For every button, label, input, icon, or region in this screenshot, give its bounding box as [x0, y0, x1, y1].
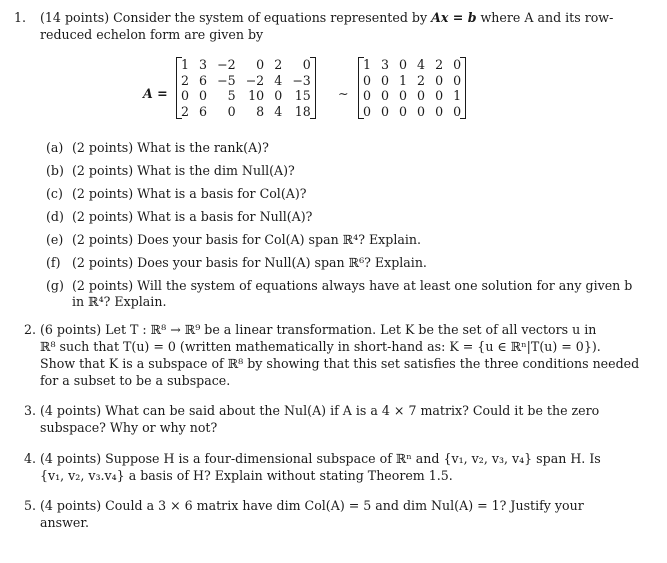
q2-line: ℝ⁸ such that T(u) = 0 (written mathematically in short-hand as: K = {u ∈ ℝⁿ|T(u) = 0}).: [40, 339, 601, 354]
matrix-a-left-bracket: [176, 57, 182, 119]
q1-part-label: (a): [46, 140, 64, 155]
matrix-a-entry: −2: [217, 57, 236, 72]
matrix-rref-entry: 0: [381, 88, 390, 104]
matrix-a-entry: 3: [199, 57, 208, 72]
q4-line: {v₁, v₂, v₃.v₄} a basis of H? Explain without stating Theorem 1.5.: [40, 468, 453, 483]
matrix-rref-entry: 0: [417, 88, 426, 104]
matrix-rref-entry: 1: [399, 72, 408, 88]
matrix-rref-entry: 0: [435, 88, 444, 104]
matrix-a-table: [176, 57, 316, 119]
q4-number: 4.: [24, 451, 37, 466]
q1-part-f: (2 points) Does your basis for Null(A) span ℝ⁶? Explain.: [72, 255, 427, 270]
q1-part-label: (b): [46, 163, 64, 178]
matrix-rref-entry: 0: [417, 103, 426, 119]
q3-line: subspace? Why or why not?: [40, 420, 218, 435]
matrix-a-entry: −3: [292, 72, 311, 88]
q1-number: 1.: [14, 10, 27, 25]
matrix-rref-entry: 0: [453, 57, 462, 72]
matrix-rref-entry: 0: [363, 103, 372, 119]
matrix-rref-entry: 2: [417, 72, 426, 88]
matrix-a-entry: 0: [227, 103, 236, 119]
matrix-a: [176, 57, 316, 119]
q1-part-d: (2 points) What is a basis for Null(A)?: [72, 209, 313, 224]
q5-line: answer.: [40, 515, 89, 530]
q1-part-label: (g): [46, 278, 64, 293]
q1-intro-line1: [40, 10, 613, 26]
q2-line: (6 points) Let T : ℝ⁸ → ℝ⁹ be a linear transformation. Let K be the set of all vectors u in: [40, 322, 597, 337]
matrix-rref-entry: 0: [435, 72, 444, 88]
q1-intro-text: (14 points) Consider the system of equations represented by: [40, 10, 428, 25]
matrix-rref-entry: 0: [453, 103, 462, 119]
matrix-rref: [358, 57, 466, 119]
q1-intro-equation: Ax = b: [431, 10, 477, 25]
q1-part-b: (2 points) What is the dim Null(A)?: [72, 163, 295, 178]
q1-part-label: (d): [46, 209, 64, 224]
matrix-a-entry: −2: [245, 72, 265, 88]
matrix-a-row: [176, 104, 316, 120]
matrix-rref-entry: 0: [399, 103, 408, 119]
matrix-a-entry: 4: [274, 103, 283, 119]
q3-line: (4 points) What can be said about the Nul(A) if A is a 4 × 7 matrix? Could it be the zero: [40, 403, 600, 418]
matrix-rref-entry: 1: [363, 57, 372, 72]
q1-part-e: (2 points) Does your basis for Col(A) span ℝ⁴? Explain.: [72, 232, 421, 247]
matrix-a-entry: 10: [248, 88, 265, 104]
matrix-a-row: [176, 88, 316, 104]
matrix-rref-row: [358, 73, 466, 89]
matrix-a-entry: 0: [256, 57, 265, 72]
q1-part-g-cont: in ℝ⁴? Explain.: [72, 294, 167, 309]
matrix-a-entry: 0: [274, 88, 283, 104]
matrix-rref-entry: 0: [453, 72, 462, 88]
q1-part-label: (f): [46, 255, 61, 270]
matrix-rref-entry: 0: [363, 88, 372, 104]
matrix-rref-row: [358, 88, 466, 104]
matrix-rref-entry: 0: [399, 57, 408, 72]
matrix-rref-entry: 0: [381, 72, 390, 88]
matrix-a-right-bracket: [310, 57, 316, 119]
matrix-rref-entry: 4: [417, 57, 426, 72]
matrix-a-entry: 4: [274, 72, 283, 88]
q3-number: 3.: [24, 403, 37, 418]
matrix-a-entry: 2: [181, 103, 190, 119]
matrix-rref-entry: 0: [381, 103, 390, 119]
matrix-a-entry: 0: [181, 88, 190, 104]
matrix-a-row: [176, 57, 316, 73]
q1-part-label: (e): [46, 232, 64, 247]
matrix-a-label: A =: [143, 86, 168, 101]
q4-line: (4 points) Suppose H is a four-dimensional subspace of ℝⁿ and {v₁, v₂, v₃, v₄} span H. Is: [40, 451, 601, 466]
matrix-rref-row: [358, 57, 466, 73]
q1-part-label: (c): [46, 186, 63, 201]
q1-intro-tail: where A and its row-: [480, 10, 614, 25]
matrix-a-entry: 5: [227, 88, 236, 104]
matrix-rref-table: [358, 57, 466, 119]
matrix-a-entry: 18: [294, 103, 311, 119]
matrix-rref-left-bracket: [358, 57, 364, 119]
matrix-a-entry: 0: [199, 88, 208, 104]
q5-line: (4 points) Could a 3 × 6 matrix have dim Col(A) = 5 and dim Nul(A) = 1? Justify your: [40, 498, 584, 513]
matrix-a-row: [176, 73, 316, 89]
matrix-a-entry: 2: [274, 57, 283, 72]
q2-line: Show that K is a subspace of ℝ⁸ by showing that this set satisfies the three conditions needed: [40, 356, 640, 371]
matrix-a-entry: 0: [302, 57, 311, 72]
matrix-rref-entry: 0: [399, 88, 408, 104]
row-equivalence-symbol: ∼: [338, 86, 349, 101]
matrix-rref-entry: 3: [381, 57, 390, 72]
q1-part-a: (2 points) What is the rank(A)?: [72, 140, 269, 155]
matrix-rref-entry: 0: [363, 72, 372, 88]
matrix-a-entry: 8: [256, 103, 265, 119]
matrix-a-entry: 6: [199, 72, 208, 88]
matrix-a-entry: 6: [199, 103, 208, 119]
q1-part-c: (2 points) What is a basis for Col(A)?: [72, 186, 307, 201]
matrix-rref-row: [358, 104, 466, 120]
q1-part-g: (2 points) Will the system of equations always have at least one solution for any given b: [72, 278, 633, 293]
matrix-a-entry: 2: [181, 72, 190, 88]
q2-number: 2.: [24, 322, 37, 337]
matrix-a-entry: 15: [294, 88, 311, 104]
q5-number: 5.: [24, 498, 37, 513]
q1-intro-line2: reduced echelon form are given by: [40, 27, 264, 42]
matrix-rref-entry: 1: [453, 88, 462, 104]
matrix-rref-right-bracket: [460, 57, 466, 119]
matrix-rref-entry: 0: [435, 103, 444, 119]
matrix-a-entry: 1: [181, 57, 190, 72]
matrix-a-entry: −5: [217, 72, 236, 88]
q2-line: for a subset to be a subspace.: [40, 373, 231, 388]
matrix-rref-entry: 2: [435, 57, 444, 72]
